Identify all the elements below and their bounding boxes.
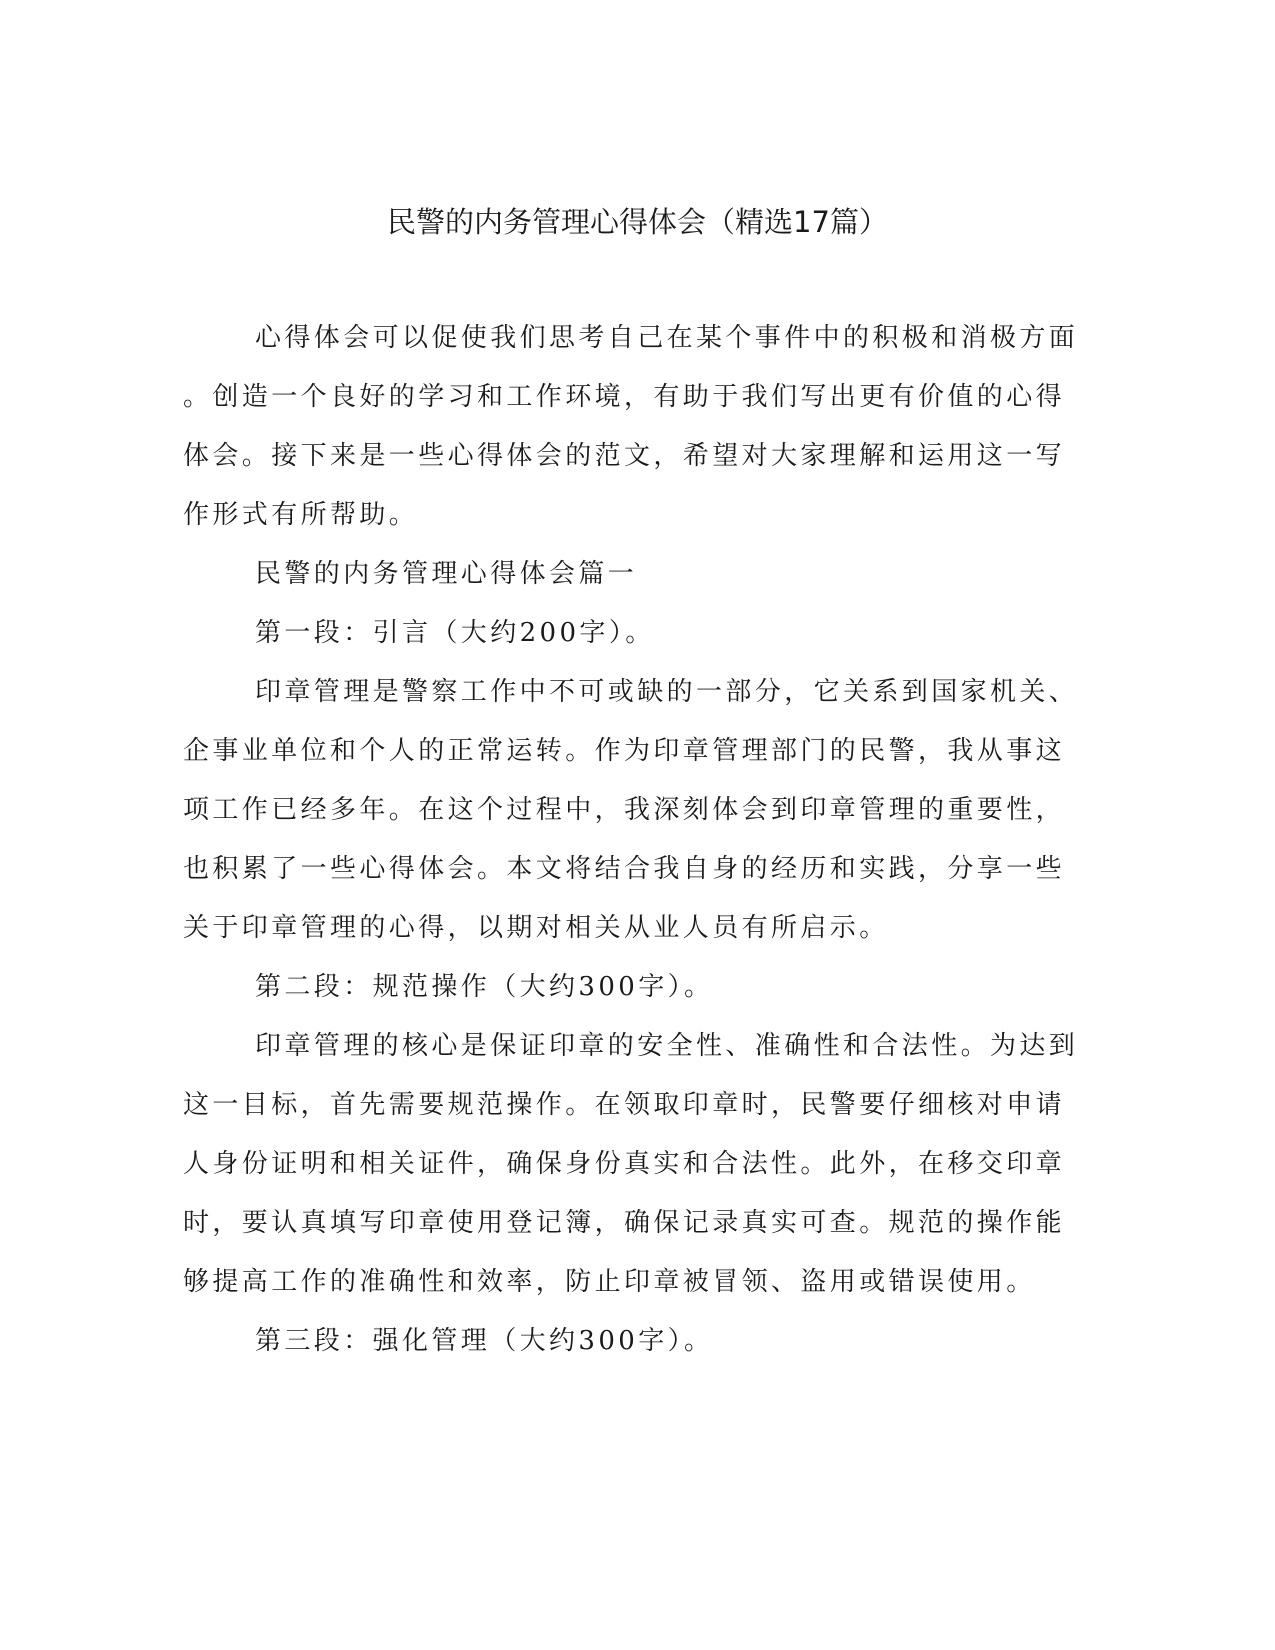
body-line: 够提高工作的准确性和效率，防止印章被冒领、盗用或错误使用。 <box>183 1267 1036 1297</box>
paragraph-heading: 第二段：规范操作（大约300字）。 <box>255 972 714 1002</box>
paragraph-heading: 第三段：强化管理（大约300字）。 <box>255 1326 714 1356</box>
body-line: 企事业单位和个人的正常运转。作为印章管理部门的民警，我从事这 <box>183 736 1066 766</box>
body-line: 。创造一个良好的学习和工作环境，有助于我们写出更有价值的心得 <box>183 382 1066 412</box>
document-title: 民警的内务管理心得体会（精选17篇） <box>387 205 888 239</box>
body-line: 体会。接下来是一些心得体会的范文，希望对大家理解和运用这一写 <box>183 441 1066 471</box>
body-line: 时，要认真填写印章使用登记簿，确保记录真实可查。规范的操作能 <box>183 1208 1066 1238</box>
body-line: 印章管理是警察工作中不可或缺的一部分，它关系到国家机关、 <box>255 677 1079 707</box>
paragraph-heading: 第一段：引言（大约200字）。 <box>255 618 655 648</box>
body-line: 关于印章管理的心得，以期对相关从业人员有所启示。 <box>183 913 889 943</box>
body-line: 印章管理的核心是保证印章的安全性、准确性和合法性。为达到 <box>255 1031 1079 1061</box>
body-line: 作形式有所帮助。 <box>183 500 419 530</box>
body-line: 这一目标，首先需要规范操作。在领取印章时，民警要仔细核对申请 <box>183 1090 1066 1120</box>
body-line: 也积累了一些心得体会。本文将结合我自身的经历和实践，分享一些 <box>183 854 1066 884</box>
body-line: 心得体会可以促使我们思考自己在某个事件中的积极和消极方面 <box>255 323 1079 353</box>
section-heading: 民警的内务管理心得体会篇一 <box>255 559 638 589</box>
body-line: 人身份证明和相关证件，确保身份真实和合法性。此外，在移交印章 <box>183 1149 1066 1179</box>
body-line: 项工作已经多年。在这个过程中，我深刻体会到印章管理的重要性， <box>183 795 1066 825</box>
